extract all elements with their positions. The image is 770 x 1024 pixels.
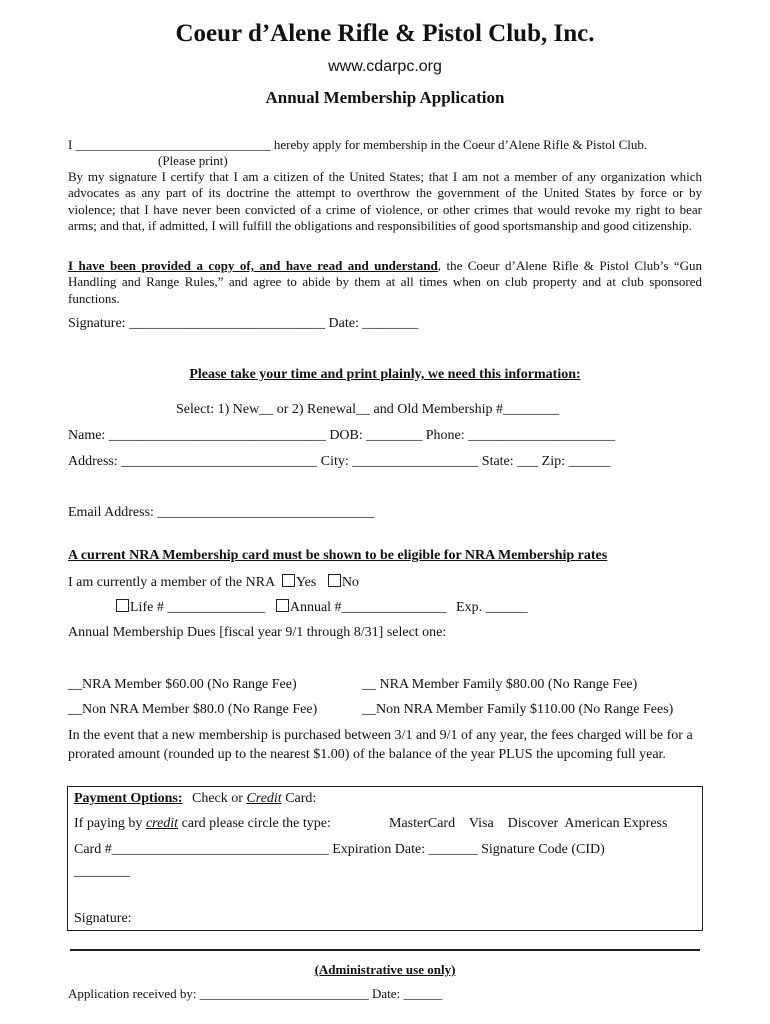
- payment-box: [67, 786, 703, 931]
- payment-signature-label[interactable]: Signature:: [74, 911, 132, 926]
- checkbox-icon[interactable]: [328, 574, 341, 587]
- prorate-note: In the event that a new membership is purchased between 3/1 and 9/1 of any year, the fees charged will be for a prorated amount (rounded up to the nearest $1.00) of the balance of the year PLUS the upcoming full year.: [68, 728, 693, 762]
- address-line[interactable]: Address: ____________________________ City: __________________ State: ___ Zip: ______: [68, 454, 611, 469]
- circle-type-text: card please circle the type:: [181, 816, 331, 831]
- nra-exp-field[interactable]: Exp. ______: [456, 600, 528, 615]
- dues-option-nra-family[interactable]: __ NRA Member Family $80.00 (No Range Fee): [362, 677, 638, 692]
- apply-line: [68, 137, 647, 153]
- name-dob-phone-line[interactable]: Name: _______________________________ DOB: ________ Phone: _____________________: [68, 428, 616, 443]
- card-number-line[interactable]: Card #_______________________________ Expiration Date: _______ Signature Code (CID): [74, 842, 605, 857]
- checkbox-icon[interactable]: [276, 599, 289, 612]
- nra-no-label: No: [341, 575, 359, 590]
- nra-heading: A current NRA Membership card must be shown to be eligible for NRA Membership rates: [68, 548, 608, 563]
- if-paying-text: If paying by: [74, 816, 143, 831]
- info-heading: Please take your time and print plainly, we need this information:: [189, 367, 581, 382]
- apply-prefix: I: [68, 137, 73, 152]
- nra-annual-label: Annual #_______________: [289, 600, 447, 615]
- checkbox-icon[interactable]: [282, 574, 295, 587]
- rules-acknowledgement-text: , the Coeur d’Alene Rifle & Pistol Club’s “Gun Handling and Range Rules,” and agree to abide by them at all times when on club property and at club sponsored functions.: [68, 258, 702, 306]
- membership-type-select[interactable]: Select: 1) New__ or 2) Renewal__ and Old Membership #________: [176, 402, 559, 417]
- credit-lower-word: credit: [145, 816, 179, 831]
- dues-option-non-nra-member[interactable]: __Non NRA Member $80.0 (No Range Fee): [68, 702, 318, 717]
- credit-word: Credit: [246, 791, 282, 806]
- admin-heading: (Administrative use only): [314, 962, 456, 977]
- signature-date-line[interactable]: Signature: ____________________________ Date: ________: [68, 316, 419, 331]
- payment-options-heading: Payment Options:: [74, 791, 183, 806]
- check-or: Check or: [192, 791, 243, 806]
- nra-annual-option[interactable]: [276, 600, 447, 615]
- nra-yes-option[interactable]: [282, 575, 316, 590]
- rules-acknowledgement-bold: I have been provided a copy of, and have read and understand: [68, 258, 438, 273]
- nra-member-line: [68, 574, 359, 591]
- email-line[interactable]: Email Address: _______________________________: [68, 505, 375, 520]
- payment-options-line: [74, 791, 316, 807]
- card-type-prompt: [74, 816, 331, 832]
- dues-instruction: Annual Membership Dues [fiscal year 9/1 through 8/31] select one:: [68, 625, 447, 640]
- card-word: Card:: [285, 791, 317, 806]
- nra-no-option[interactable]: [328, 575, 359, 590]
- rules-acknowledgement: [68, 258, 702, 307]
- nra-life-option[interactable]: [116, 600, 265, 615]
- applicant-name-field[interactable]: ______________________________: [75, 137, 271, 152]
- dues-option-nra-member[interactable]: __NRA Member $60.00 (No Range Fee): [68, 677, 297, 692]
- certification-paragraph: By my signature I certify that I am a citizen of the United States; that I am not a member of any organization which advocates as any part of its doctrine the attempt to overthrow the government of the United States by force or by violence; that I have never been convicted of a crime of violence, or other crimes that would revoke my right to bear arms; and that, if admitted, I will fulfill the obligations and responsibilities of good sportsmanship and good citizenship.: [68, 169, 702, 234]
- card-cid-blank[interactable]: ________: [74, 864, 130, 879]
- divider: [70, 949, 700, 951]
- card-type-options[interactable]: MasterCard Visa Discover American Express: [389, 816, 668, 831]
- dues-option-non-nra-family[interactable]: __Non NRA Member Family $110.00 (No Range Fees): [362, 702, 674, 717]
- form-title: Annual Membership Application: [265, 88, 505, 107]
- nra-membership-number-line: [116, 599, 528, 616]
- application-received-line[interactable]: Application received by: __________________________ Date: ______: [68, 986, 443, 1001]
- checkbox-icon[interactable]: [116, 599, 129, 612]
- club-title: Coeur d’Alene Rifle & Pistol Club, Inc.: [175, 20, 595, 47]
- nra-member-prefix: I am currently a member of the NRA: [68, 575, 275, 590]
- apply-suffix: hereby apply for membership in the Coeur d’Alene Rifle & Pistol Club.: [273, 137, 648, 152]
- club-website[interactable]: www.cdarpc.org: [328, 58, 442, 75]
- nra-yes-label: Yes: [295, 575, 317, 590]
- nra-life-label: Life # ______________: [130, 600, 266, 615]
- please-print-note: (Please print): [158, 153, 228, 168]
